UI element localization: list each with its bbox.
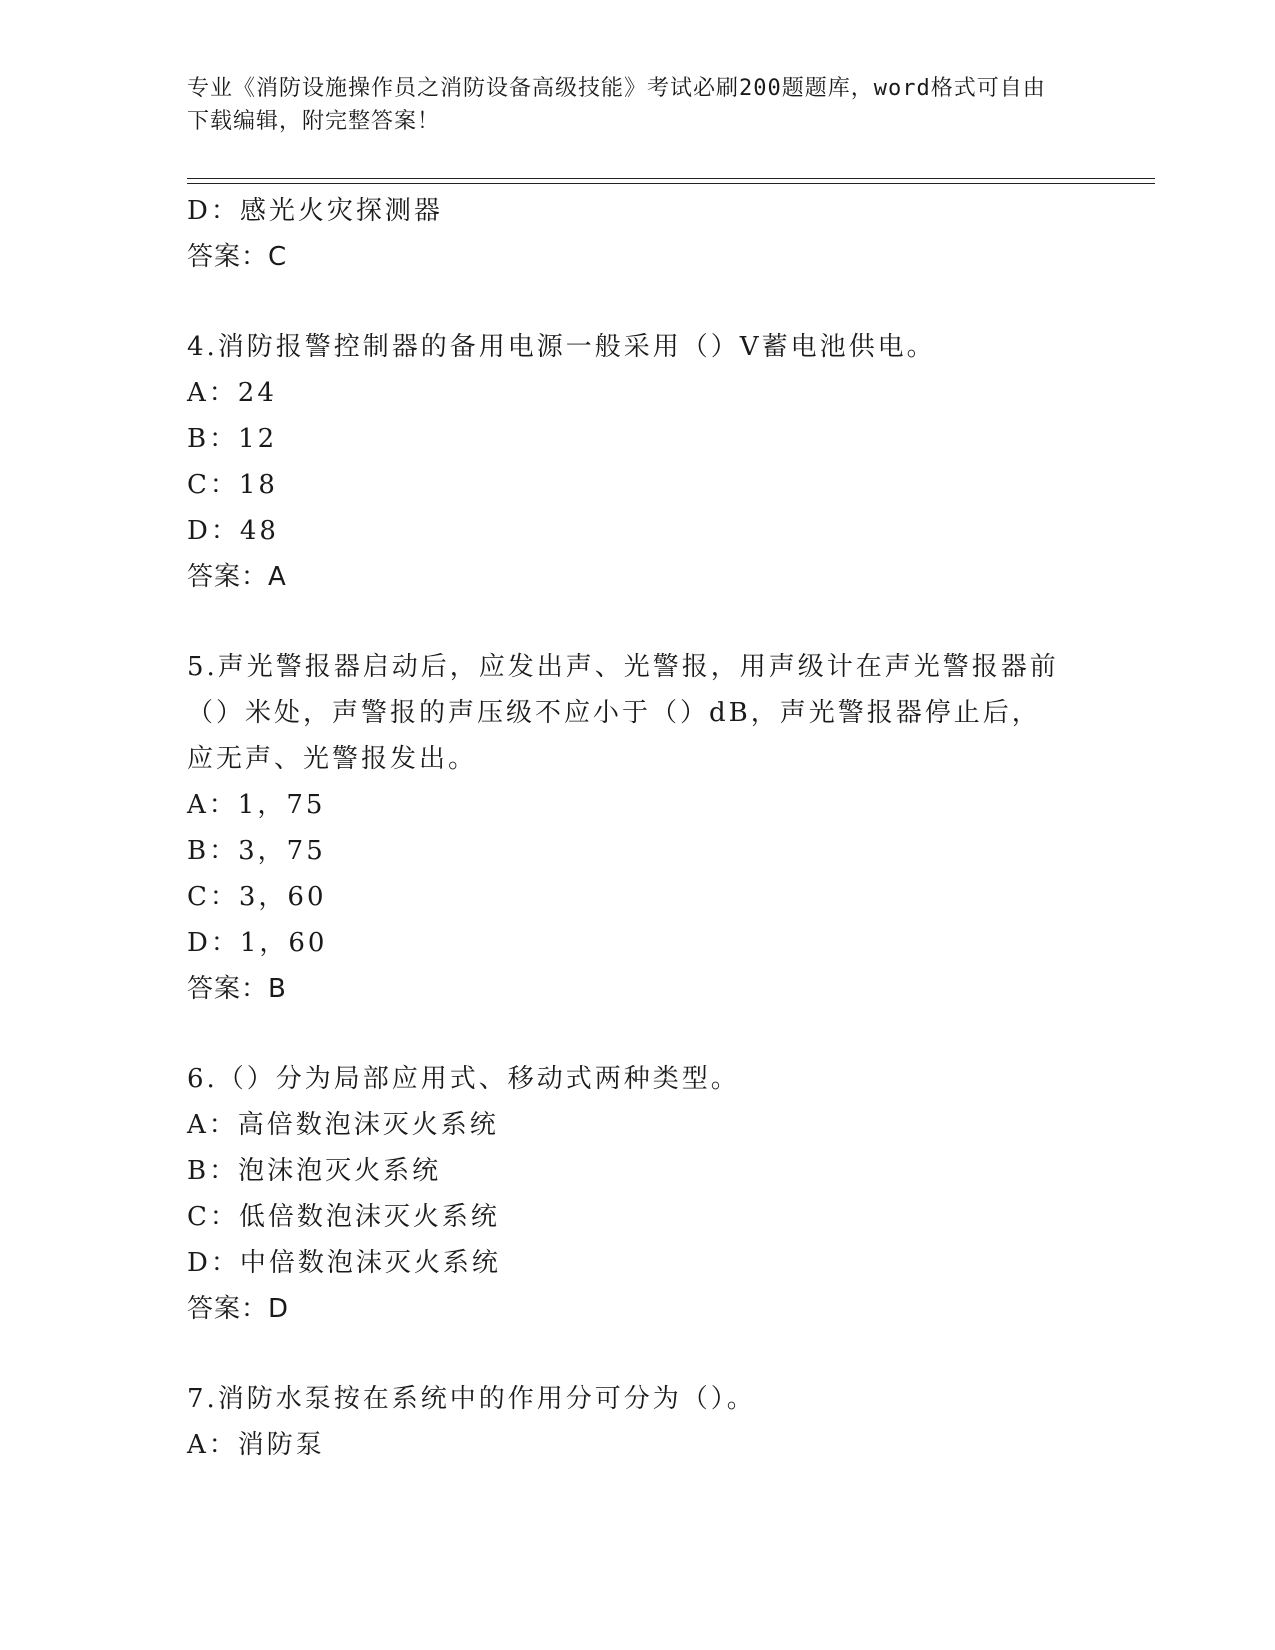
previous-question-tail (187, 188, 1067, 280)
option-c: C：低倍数泡沫灭火系统 (187, 1202, 500, 1232)
answer-line: 答案：C (187, 242, 288, 272)
option-b: B：12 (187, 424, 278, 454)
question-text: 7.消防水泵按在系统中的作用分可分为（）。 (187, 1384, 756, 1414)
option-a: A：1，75 (187, 790, 326, 820)
option-d: D：1，60 (187, 928, 328, 958)
header-divider-top (187, 178, 1155, 179)
option-a: A：高倍数泡沫灭火系统 (187, 1110, 499, 1140)
question-list (187, 188, 1067, 1468)
option-d: D：中倍数泡沫灭火系统 (187, 1248, 501, 1278)
answer-line: 答案：B (187, 974, 287, 1004)
question-7 (187, 1376, 1067, 1468)
option-d: D：感光火灾探测器 (187, 196, 443, 226)
option-d: D：48 (187, 516, 279, 546)
question-text: 5.声光警报器启动后，应发出声、光警报，用声级计在声光警报器前（）米处，声警报的声压级不应小于（）dB，声光警报器停止后，应无声、光警报发出。 (187, 652, 1059, 774)
option-a: A：消防泵 (187, 1430, 325, 1460)
option-b: B：3，75 (187, 836, 326, 866)
option-b: B：泡沫泡灭火系统 (187, 1156, 442, 1186)
document-header: 专业《消防设施操作员之消防设备高级技能》考试必刷200题题库，word格式可自由下载编辑，附完整答案！ (187, 76, 1046, 134)
header-divider-bottom (187, 183, 1155, 184)
question-text: 6.（）分为局部应用式、移动式两种类型。 (187, 1064, 740, 1094)
option-c: C：18 (187, 470, 278, 500)
option-a: A：24 (187, 378, 277, 408)
question-6 (187, 1056, 1067, 1332)
option-c: C：3，60 (187, 882, 327, 912)
question-4 (187, 324, 1067, 600)
answer-line: 答案：A (187, 562, 287, 592)
question-text: 4.消防报警控制器的备用电源一般采用（）V蓄电池供电。 (187, 332, 936, 362)
question-5 (187, 644, 1067, 1012)
answer-line: 答案：D (187, 1294, 290, 1324)
